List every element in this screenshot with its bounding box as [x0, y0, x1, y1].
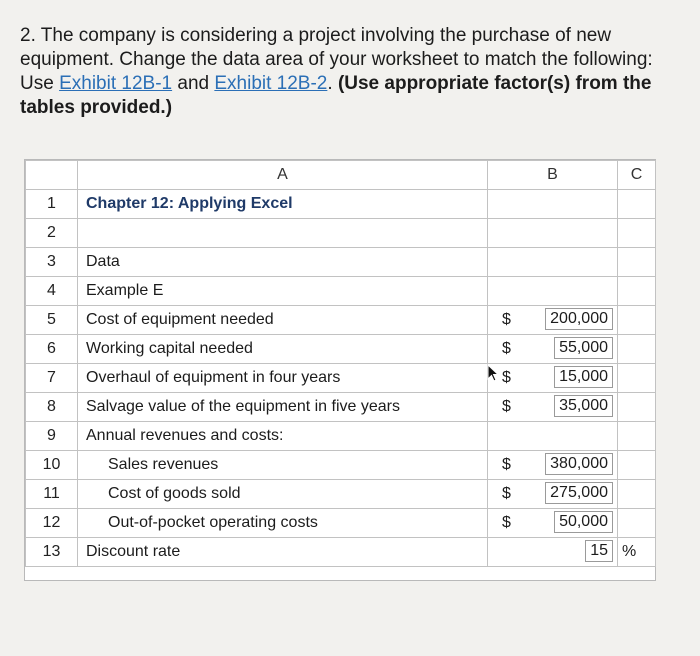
- row-number[interactable]: 3: [26, 248, 78, 277]
- cell-a1[interactable]: Chapter 12: Applying Excel: [78, 190, 488, 219]
- cell-c12[interactable]: [618, 509, 656, 538]
- cell-b2[interactable]: [488, 219, 618, 248]
- row-number[interactable]: 2: [26, 219, 78, 248]
- cell-b6[interactable]: [488, 335, 618, 364]
- cell-c1[interactable]: [618, 190, 656, 219]
- cell-a11[interactable]: Cost of goods sold: [78, 480, 488, 509]
- cell-a12[interactable]: Out-of-pocket operating costs: [78, 509, 488, 538]
- cell-b8[interactable]: [488, 393, 618, 422]
- sheet-row-2: [26, 219, 656, 248]
- discount-rate-input[interactable]: 15: [585, 540, 613, 562]
- row-number[interactable]: 11: [26, 480, 78, 509]
- cost-of-goods-sold-input[interactable]: 275,000: [545, 482, 613, 504]
- corner-cell[interactable]: [26, 161, 78, 190]
- cell-b13[interactable]: [488, 538, 618, 567]
- sheet-row-13: [26, 538, 656, 567]
- cell-c9[interactable]: [618, 422, 656, 451]
- sheet-row-7: [26, 364, 656, 393]
- column-header-a[interactable]: A: [78, 161, 488, 190]
- currency-symbol: $: [502, 340, 511, 357]
- question-text: [20, 24, 690, 120]
- cell-a8[interactable]: Salvage value of the equipment in five years: [78, 393, 488, 422]
- cell-a3[interactable]: Data: [78, 248, 488, 277]
- currency-symbol: $: [502, 485, 511, 502]
- cell-a6[interactable]: Working capital needed: [78, 335, 488, 364]
- question-prefix: 2. The company is considering a project involving the purchase of new equipment. Change the data area of your worksheet to match the following: Use: [20, 25, 653, 94]
- sheet-row-12: [26, 509, 656, 538]
- row-number[interactable]: 12: [26, 509, 78, 538]
- sheet-row-3: [26, 248, 656, 277]
- cell-a9[interactable]: Annual revenues and costs:: [78, 422, 488, 451]
- cell-b1[interactable]: [488, 190, 618, 219]
- worksheet-grid: [25, 160, 656, 567]
- cell-c8[interactable]: [618, 393, 656, 422]
- cell-b11[interactable]: [488, 480, 618, 509]
- sheet-row-4: [26, 277, 656, 306]
- cell-a13[interactable]: Discount rate: [78, 538, 488, 567]
- question-instruction: (Use appropriate factor(s) from the tables provided.): [20, 73, 652, 118]
- working-capital-input[interactable]: 55,000: [554, 337, 613, 359]
- question-period: .: [327, 73, 338, 94]
- row-number[interactable]: 4: [26, 277, 78, 306]
- cell-a7[interactable]: Overhaul of equipment in four years: [78, 364, 488, 393]
- sales-revenues-input[interactable]: 380,000: [545, 453, 613, 475]
- exhibit-12b-2-link[interactable]: Exhibit 12B-2: [214, 73, 328, 94]
- column-header-row: [26, 161, 656, 190]
- row-number[interactable]: 13: [26, 538, 78, 567]
- cell-c5[interactable]: [618, 306, 656, 335]
- operating-costs-input[interactable]: 50,000: [554, 511, 613, 533]
- cell-b4[interactable]: [488, 277, 618, 306]
- question-middle: and: [172, 73, 215, 94]
- cell-c3[interactable]: [618, 248, 656, 277]
- cell-b9[interactable]: [488, 422, 618, 451]
- cell-b7[interactable]: [488, 364, 618, 393]
- sheet-row-6: [26, 335, 656, 364]
- cell-b5[interactable]: [488, 306, 618, 335]
- cell-c10[interactable]: [618, 451, 656, 480]
- row-number[interactable]: 1: [26, 190, 78, 219]
- cell-c6[interactable]: [618, 335, 656, 364]
- row-number[interactable]: 7: [26, 364, 78, 393]
- sheet-row-5: [26, 306, 656, 335]
- cell-a10[interactable]: Sales revenues: [78, 451, 488, 480]
- column-header-c[interactable]: C: [618, 161, 656, 190]
- currency-symbol: $: [502, 456, 511, 473]
- sheet-row-1: [26, 190, 656, 219]
- cell-a2[interactable]: [78, 219, 488, 248]
- cell-b3[interactable]: [488, 248, 618, 277]
- cell-a5[interactable]: Cost of equipment needed: [78, 306, 488, 335]
- cell-c7[interactable]: [618, 364, 656, 393]
- cell-c13-percent: %: [618, 538, 656, 567]
- overhaul-input[interactable]: 15,000: [554, 366, 613, 388]
- cell-b10[interactable]: [488, 451, 618, 480]
- currency-symbol: $: [502, 398, 511, 415]
- mouse-pointer-icon: [487, 364, 501, 382]
- worksheet: [24, 159, 656, 581]
- column-header-b[interactable]: B: [488, 161, 618, 190]
- row-number[interactable]: 9: [26, 422, 78, 451]
- cell-a4[interactable]: Example E: [78, 277, 488, 306]
- currency-symbol: $: [502, 311, 511, 328]
- exhibit-12b-1-link[interactable]: Exhibit 12B-1: [59, 73, 173, 94]
- currency-symbol: $: [502, 514, 511, 531]
- salvage-value-input[interactable]: 35,000: [554, 395, 613, 417]
- cell-c4[interactable]: [618, 277, 656, 306]
- sheet-row-8: [26, 393, 656, 422]
- cell-b12[interactable]: [488, 509, 618, 538]
- sheet-row-9: [26, 422, 656, 451]
- cell-c2[interactable]: [618, 219, 656, 248]
- sheet-row-11: [26, 480, 656, 509]
- sheet-row-10: [26, 451, 656, 480]
- cell-c11[interactable]: [618, 480, 656, 509]
- row-number[interactable]: 8: [26, 393, 78, 422]
- row-number[interactable]: 10: [26, 451, 78, 480]
- cost-of-equipment-input[interactable]: 200,000: [545, 308, 613, 330]
- row-number[interactable]: 5: [26, 306, 78, 335]
- row-number[interactable]: 6: [26, 335, 78, 364]
- currency-symbol: $: [502, 369, 511, 386]
